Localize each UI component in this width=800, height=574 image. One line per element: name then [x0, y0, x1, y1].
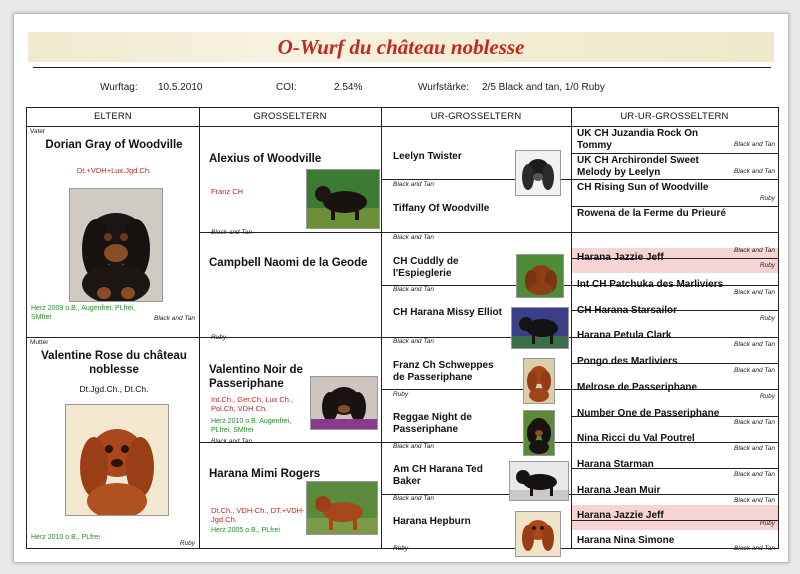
great-grandparent-color: Ruby: [393, 545, 409, 552]
grandparent-name: Campbell Naomi de la Geode: [209, 257, 368, 269]
great-grandparent-photo: [523, 358, 555, 404]
great-grandparent-color: Black and Tan: [393, 495, 434, 502]
mother-color: Ruby: [179, 540, 195, 547]
title-band: [28, 32, 774, 62]
grid-line: [381, 108, 382, 548]
ggg-parent-name: Melrose de Passeriphane: [577, 382, 698, 393]
ggg-parent-color: Black and Tan: [734, 341, 775, 348]
ggg-parent-name: Harana Jazzie Jeff: [577, 510, 664, 521]
ggg-parent-color: Ruby: [759, 315, 775, 322]
great-grandparent-name: CH Cuddly de l'Espieglerie: [393, 256, 459, 279]
wurfstaerke-value: 2/5 Black and tan, 1/0 Ruby: [482, 82, 605, 93]
coi-label: COI:: [276, 82, 297, 93]
great-grandparent-photo: [511, 307, 569, 349]
father-health: Herz 2009 o.B., Augenfrei, PLfrei, SMfrei: [31, 305, 136, 321]
grandparent-color: Ruby: [211, 334, 227, 341]
grid-line: [571, 153, 778, 154]
ggg-parent-color: Black and Tan: [734, 168, 775, 175]
ggg-parent-color: Black and Tan: [734, 445, 775, 452]
header-grosseltern: GROSSELTERN: [253, 111, 327, 122]
ggg-parent-name: UK CH Archirondel Sweet Melody by Leelyn: [577, 155, 699, 178]
great-grandparent-photo: [523, 410, 555, 456]
ggg-parent-name: UK CH Juzandia Rock On Tommy: [577, 128, 699, 151]
header-ur-grosseltern: UR-GROSSELTERN: [430, 111, 522, 122]
grid-line: [571, 108, 572, 548]
great-grandparent-photo: [515, 150, 561, 196]
ggg-parent-color: Black and Tan: [734, 367, 775, 374]
ggg-parent-color: Black and Tan: [734, 497, 775, 504]
ggg-parent-name: Pongo des Marliviers: [577, 356, 678, 367]
ggg-parent-name: Int CH Patchuka des Marliviers: [577, 279, 724, 290]
title-rule: [33, 67, 771, 68]
header-ur-ur-grosseltern: UR-UR-GROSSELTERN: [620, 111, 729, 122]
grid-line: [27, 126, 778, 127]
grid-line: [199, 232, 778, 233]
grid-line: [381, 179, 778, 180]
ggg-parent-color: Black and Tan: [734, 471, 775, 478]
ggg-parent-color: Black and Tan: [734, 419, 775, 426]
ggg-parent-name: Number One de Passeriphane: [577, 408, 720, 419]
great-grandparent-name: CH Harana Missy Elliot: [393, 307, 502, 318]
grandparent-name: Valentino Noir de Passeriphane: [209, 364, 303, 390]
great-grandparent-name: Am CH Harana Ted Baker: [393, 464, 483, 487]
ggg-parent-color: Ruby: [759, 262, 775, 269]
wurftag-value: 10.5.2010: [158, 82, 203, 93]
great-grandparent-color: Ruby: [393, 391, 409, 398]
ggg-parent-color: Ruby: [759, 393, 775, 400]
ggg-parent-name: Rowena de la Ferme du Prieuré: [577, 208, 726, 219]
pedigree-sheet: [13, 13, 789, 563]
grandparent-health: Herz 2005 o.B., PLfrei: [211, 527, 280, 534]
ggg-parent-color: Black and Tan: [734, 289, 775, 296]
page-title: O-Wurf du château noblesse: [277, 35, 525, 59]
mother-health: Herz 2010 o.B., PLfrei: [31, 534, 100, 541]
mother-titles: Dt.Jgd.Ch., Dt.Ch.: [79, 384, 149, 394]
grandparent-photo: [306, 169, 380, 229]
ggg-parent-color: Ruby: [759, 520, 775, 527]
father-color: Black and Tan: [154, 315, 195, 322]
ggg-parent-color: Ruby: [759, 195, 775, 202]
ggg-parent-name: Harana Nina Simone: [577, 535, 675, 546]
grandparent-name: Harana Mimi Rogers: [209, 468, 321, 480]
grandparent-titles: Franz CH: [211, 187, 244, 196]
grandparent-color: Black and Tan: [211, 438, 252, 445]
ggg-parent-name: Harana Jazzie Jeff: [577, 252, 664, 263]
great-grandparent-name: Tiffany Of Woodville: [393, 203, 490, 214]
father-name: Dorian Gray of Woodville: [45, 139, 183, 151]
ggg-parent-name: Nina Ricci du Val Poutrel: [577, 433, 695, 444]
ggg-parent-name: CH Harana Starsailor: [577, 305, 678, 316]
great-grandparent-photo: [516, 254, 564, 298]
wurftag-label: Wurftag:: [100, 82, 138, 93]
mother-name: Valentine Rose du château noblesse: [41, 350, 187, 376]
grid-line: [199, 108, 200, 548]
great-grandparent-photo: [509, 461, 569, 501]
grandparent-name: Alexius of Woodville: [209, 153, 322, 165]
ggg-parent-name: Harana Petula Clark: [577, 330, 672, 341]
ggg-parent-name: Harana Starman: [577, 459, 654, 470]
wurfstaerke-label: Wurfstärke:: [418, 82, 469, 93]
mother-photo: [65, 404, 169, 516]
great-grandparent-name: Harana Hepburn: [393, 516, 471, 527]
grandparent-color: Black and Tan: [211, 229, 252, 236]
great-grandparent-name: Reggae Night de Passeriphane: [393, 412, 472, 435]
great-grandparent-name: Franz Ch Schweppes de Passeriphane: [393, 360, 494, 383]
grandparent-health: Herz 2010 o.B. Augenfrei, PLfrei, SMfrei: [211, 418, 292, 434]
ggg-parent-name: CH Rising Sun of Woodville: [577, 182, 709, 193]
great-grandparent-name: Leelyn Twister: [393, 151, 462, 162]
great-grandparent-photo: [515, 511, 561, 557]
grandparent-titles: Dt.Ch., VDH-Ch., DT.+VDH-Jgd.Ch.: [211, 506, 305, 524]
header-eltern: ELTERN: [94, 111, 132, 122]
ggg-parent-name: Harana Jean Muir: [577, 485, 661, 496]
ggg-parent-color: Black and Tan: [734, 247, 775, 254]
great-grandparent-color: Black and Tan: [393, 286, 434, 293]
father-titles: Dt.+VDH+Lux.Jgd.Ch.: [76, 166, 152, 175]
ggg-parent-color: Black and Tan: [734, 141, 775, 148]
father-photo: [69, 188, 163, 302]
coi-value: 2.54%: [334, 82, 363, 93]
great-grandparent-color: Black and Tan: [393, 338, 434, 345]
great-grandparent-color: Black and Tan: [393, 443, 434, 450]
mother-role: Mutter: [30, 339, 49, 346]
great-grandparent-color: Black and Tan: [393, 181, 434, 188]
grandparent-photo: [310, 376, 378, 430]
ggg-parent-color: Black and Tan: [734, 545, 775, 552]
grid-line: [571, 206, 778, 207]
grandparent-photo: [306, 481, 378, 535]
pedigree-table: [26, 107, 779, 552]
father-role: Vater: [30, 128, 46, 135]
grandparent-titles: Int.Ch., Ger.Ch, Lux Ch., Pol.Ch, VDH Ch.: [211, 395, 294, 413]
great-grandparent-color: Black and Tan: [393, 234, 434, 241]
